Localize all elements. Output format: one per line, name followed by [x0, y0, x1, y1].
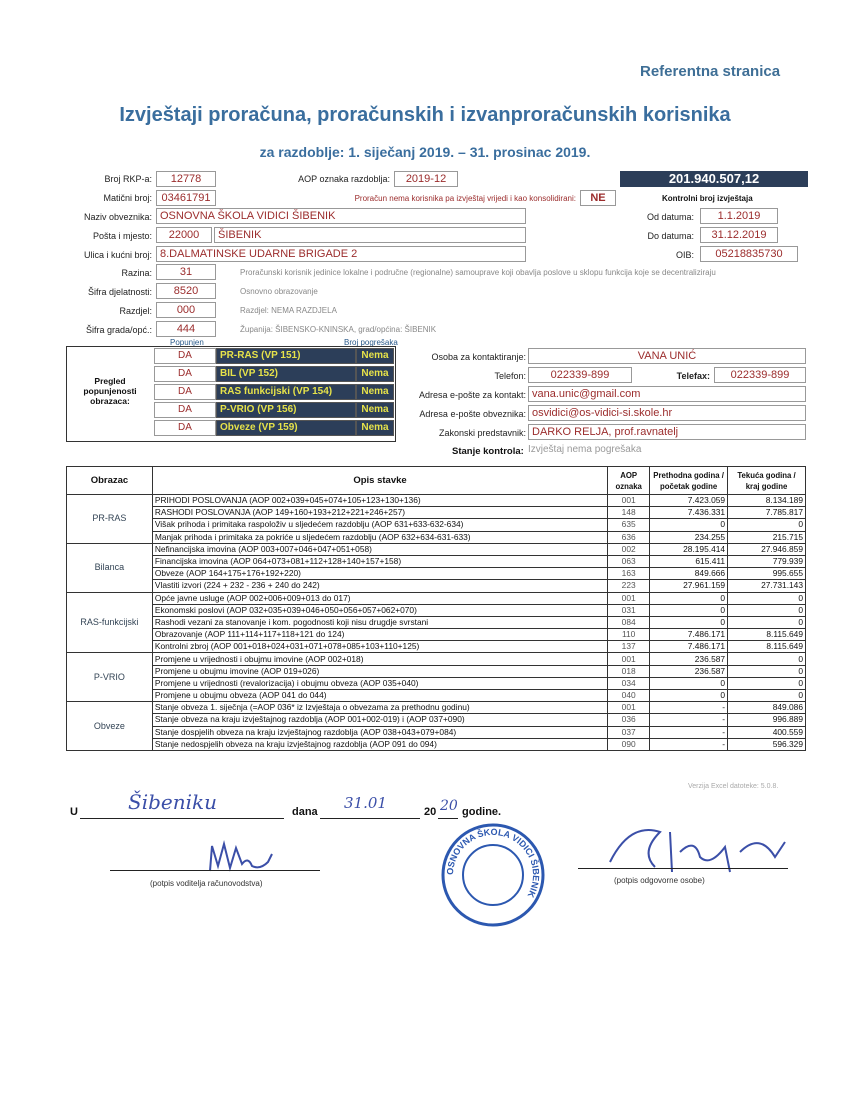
row-current: 995.655	[728, 568, 806, 580]
contact-email-label: Adresa e-pošte za kontakt:	[418, 390, 526, 400]
fax-label: Telefax:	[676, 371, 710, 381]
table-row	[67, 604, 806, 616]
table-row	[67, 507, 806, 519]
table-row	[67, 653, 806, 665]
row-current: 0	[728, 604, 806, 616]
row-previous: 0	[650, 690, 728, 702]
table-row	[67, 531, 806, 543]
row-description: Ekonomski poslovi (AOP 032+035+039+046+050+056+057+062+070)	[152, 604, 607, 616]
row-previous: 0	[650, 604, 728, 616]
report-period: za razdoblje: 1. siječanj 2019. – 31. prosinac 2019.	[259, 144, 591, 160]
phone-label: Telefon:	[494, 371, 526, 381]
org-email-field: osvidici@os-vidici-si.skole.hr	[528, 405, 806, 421]
from-date-label: Od datuma:	[646, 212, 694, 222]
table-row	[67, 702, 806, 714]
summary-table	[66, 466, 806, 751]
review-form-p-vrio: P-VRIO (VP 156)	[216, 402, 356, 418]
oib-field: 05218835730	[700, 246, 798, 262]
row-aop: 037	[608, 726, 650, 738]
row-previous: -	[650, 738, 728, 750]
row-aop: 110	[608, 629, 650, 641]
control-status-label: Stanje kontrola:	[452, 446, 524, 457]
row-current: 8.115.649	[728, 641, 806, 653]
row-previous: -	[650, 714, 728, 726]
control-total: 201.940.507,12	[620, 171, 808, 187]
row-aop: 635	[608, 519, 650, 531]
row-description: Stanje obveza na kraju izvještajnog razdoblja (AOP 001+002-019) i (AOP 037+090)	[152, 714, 607, 726]
signature-left	[190, 826, 290, 876]
row-description: Višak prihoda i primitaka raspoloživ u sljedećem razdoblju (AOP 631+633-632-634)	[152, 519, 607, 531]
table-row	[67, 555, 806, 567]
row-current: 0	[728, 519, 806, 531]
row-description: PRIHODI POSLOVANJA (AOP 002+039+045+074+105+123+130+136)	[152, 495, 607, 507]
row-aop: 137	[608, 641, 650, 653]
table-row	[67, 714, 806, 726]
row-description: Rashodi vezani za stanovanje i kom. pogodnosti koji nisu drugdje svrstani	[152, 616, 607, 628]
table-row	[67, 543, 806, 555]
page-title: Izvještaji proračuna, proračunskih i izvanproračunskih korisnika	[119, 104, 731, 126]
table-row	[67, 495, 806, 507]
street-label: Ulica i kućni broj:	[83, 250, 152, 260]
review-errors-bil: Nema	[356, 366, 394, 382]
aop-period-label: AOP oznaka razdoblja:	[298, 174, 390, 184]
svg-text:OSNOVNA ŠKOLA VIDICI ŠIBENIK: OSNOVNA ŠKOLA VIDICI ŠIBENIK	[444, 826, 542, 900]
table-row	[67, 592, 806, 604]
row-current: 996.889	[728, 714, 806, 726]
oib-label: OIB:	[675, 250, 694, 260]
review-form-ras-funkcijski: RAS funkcijski (VP 154)	[216, 384, 356, 400]
header-current-year: Tekuća godina / kraj godine	[728, 467, 806, 495]
rkp-label: Broj RKP-a:	[104, 174, 152, 184]
row-aop: 163	[608, 568, 650, 580]
razdjel-field: 000	[156, 302, 216, 318]
row-current: 779.939	[728, 555, 806, 567]
header-description: Opis stavke	[152, 467, 607, 495]
header-form: Obrazac	[67, 467, 153, 495]
row-aop: 148	[608, 507, 650, 519]
row-previous: -	[650, 726, 728, 738]
table-row	[67, 629, 806, 641]
signature-left-line	[110, 870, 320, 871]
place-line	[80, 818, 284, 819]
row-description: Financijska imovina (AOP 064+073+081+112+128+140+157+158)	[152, 555, 607, 567]
row-description: Stanje nedospjelih obveza na kraju izvještajnog razdoblja (AOP 091 do 094)	[152, 738, 607, 750]
row-aop: 001	[608, 495, 650, 507]
name-label: Naziv obveznika:	[83, 212, 152, 222]
city-code-description: Županija: ŠIBENSKO-KNINSKA, grad/općina: ŠIBENIK	[240, 325, 437, 334]
header-aop: AOP oznaka	[608, 467, 650, 495]
signature-right-caption: (potpis odgovorne osobe)	[614, 876, 705, 885]
activity-description: Osnovno obrazovanje	[240, 287, 318, 296]
table-row	[67, 641, 806, 653]
row-description: Manjak prihoda i primitaka za pokriće u sljedećem razdoblju (AOP 632+634-631-633)	[152, 531, 607, 543]
row-current: 0	[728, 677, 806, 689]
group-label: PR-RAS	[67, 495, 153, 544]
signature-right	[600, 812, 800, 882]
review-filled-p-vrio: DA	[154, 402, 216, 418]
control-status-value: Izvještaj nema pogrešaka	[528, 444, 642, 455]
mb-field: 03461791	[156, 190, 216, 206]
date-handwritten: 31.01	[344, 794, 387, 812]
representative-label: Zakonski predstavnik:	[438, 428, 526, 438]
review-filled-bil: DA	[154, 366, 216, 382]
razina-label: Razina:	[121, 268, 152, 278]
razdjel-label: Razdjel:	[119, 306, 152, 316]
place-handwritten: Šibeniku	[128, 790, 218, 814]
contact-email-field: vana.unic@gmail.com	[528, 386, 806, 402]
date-line	[320, 818, 420, 819]
row-previous: 0	[650, 677, 728, 689]
city-code-label: Šifra grada/opć.:	[85, 325, 152, 335]
row-aop: 223	[608, 580, 650, 592]
fax-field: 022339-899	[714, 367, 806, 383]
representative-field: DARKO RELJA, prof.ravnatelj	[528, 424, 806, 440]
row-description: Promjene u vrijednosti i obujmu imovine (AOP 002+018)	[152, 653, 607, 665]
row-aop: 636	[608, 531, 650, 543]
row-aop: 036	[608, 714, 650, 726]
row-aop: 002	[608, 543, 650, 555]
row-current: 7.785.817	[728, 507, 806, 519]
header-previous-year: Prethodna godina / početak godine	[650, 467, 728, 495]
signature-left-caption: (potpis voditelja računovodstva)	[150, 879, 263, 888]
row-current: 0	[728, 592, 806, 604]
table-row	[67, 519, 806, 531]
row-aop: 040	[608, 690, 650, 702]
version-note: Verzija Excel datoteke: 5.0.8.	[688, 783, 779, 790]
table-row	[67, 690, 806, 702]
row-current: 0	[728, 665, 806, 677]
contact-person-label: Osoba za kontaktiranje:	[431, 352, 526, 362]
review-form-obveze: Obveze (VP 159)	[216, 420, 356, 436]
review-label: Pregled popunjenosti obrazaca:	[83, 376, 137, 406]
row-current: 0	[728, 653, 806, 665]
row-description: Obveze (AOP 164+175+176+192+220)	[152, 568, 607, 580]
place-prefix: U	[70, 806, 78, 818]
signature-right-line	[578, 868, 788, 869]
post-field: 22000	[156, 227, 212, 243]
contact-person-field: VANA UNIĆ	[528, 348, 806, 364]
activity-code-field: 8520	[156, 283, 216, 299]
table-row	[67, 616, 806, 628]
table-row	[67, 738, 806, 750]
errors-header: Broj pogrešaka	[344, 338, 398, 347]
row-previous: 0	[650, 592, 728, 604]
row-previous: 28.195.414	[650, 543, 728, 555]
row-previous: 0	[650, 616, 728, 628]
group-label: Bilanca	[67, 543, 153, 592]
table-row	[67, 665, 806, 677]
group-label: RAS-funkcijski	[67, 592, 153, 653]
row-previous: 0	[650, 519, 728, 531]
school-stamp	[438, 820, 548, 930]
row-aop: 001	[608, 653, 650, 665]
review-errors-pr-ras: Nema	[356, 348, 394, 364]
aop-period-field: 2019-12	[394, 171, 458, 187]
row-previous: 7.486.171	[650, 629, 728, 641]
reference-page-label: Referentna stranica	[640, 63, 781, 80]
row-previous: 234.255	[650, 531, 728, 543]
street-field: 8.DALMATINSKE UDARNE BRIGADE 2	[156, 246, 526, 262]
row-aop: 063	[608, 555, 650, 567]
group-label: Obveze	[67, 702, 153, 751]
row-description: Obrazovanje (AOP 111+114+117+118+121 do 124)	[152, 629, 607, 641]
row-description: Stanje obveza 1. siječnja (=AOP 036* iz Izvještaja o obvezama za prethodnu godinu)	[152, 702, 607, 714]
review-filled-obveze: DA	[154, 420, 216, 436]
review-filled-ras-funkcijski: DA	[154, 384, 216, 400]
to-date-label: Do datuma:	[647, 231, 694, 241]
row-current: 8.134.189	[728, 495, 806, 507]
row-current: 27.731.143	[728, 580, 806, 592]
razina-field: 31	[156, 264, 216, 280]
review-filled-pr-ras: DA	[154, 348, 216, 364]
row-previous: 7.436.331	[650, 507, 728, 519]
table-row	[67, 677, 806, 689]
year-handwritten: 20	[440, 798, 458, 814]
row-current: 27.946.859	[728, 543, 806, 555]
row-description: Promjene u vrijednosti (revalorizacija) i obujmu obveza (AOP 035+040)	[152, 677, 607, 689]
row-aop: 001	[608, 702, 650, 714]
row-description: Vlastiti izvori (224 + 232 - 236 + 240 do 242)	[152, 580, 607, 592]
year-line	[438, 818, 458, 819]
row-description: Nefinancijska imovina (AOP 003+007+046+047+051+058)	[152, 543, 607, 555]
row-current: 8.115.649	[728, 629, 806, 641]
rkp-field: 12778	[156, 171, 216, 187]
row-description: Stanje dospjelih obveza na kraju izvještajnog razdoblja (AOP 038+043+079+084)	[152, 726, 607, 738]
row-current: 849.086	[728, 702, 806, 714]
name-field: OSNOVNA ŠKOLA VIDICI ŠIBENIK	[156, 208, 526, 224]
row-aop: 031	[608, 604, 650, 616]
row-current: 596.329	[728, 738, 806, 750]
org-email-label: Adresa e-pošte obveznika:	[419, 409, 526, 419]
consolidated-field: NE	[580, 190, 616, 206]
row-aop: 090	[608, 738, 650, 750]
phone-field: 022339-899	[528, 367, 632, 383]
row-description: RASHODI POSLOVANJA (AOP 149+160+193+212+221+246+257)	[152, 507, 607, 519]
row-current: 400.559	[728, 726, 806, 738]
from-date-field: 1.1.2019	[700, 208, 778, 224]
city-field: ŠIBENIK	[214, 227, 526, 243]
date-label: dana	[292, 806, 318, 818]
year-suffix: godine.	[462, 806, 502, 818]
row-description: Opće javne usluge (AOP 002+006+009+013 do 017)	[152, 592, 607, 604]
consolidated-label: Proračun nema korisnika pa izvještaj vrijedi i kao konsolidirani:	[354, 194, 576, 203]
review-errors-obveze: Nema	[356, 420, 394, 436]
row-current: 0	[728, 616, 806, 628]
row-current: 215.715	[728, 531, 806, 543]
row-description: Kontrolni zbroj (AOP 001+018+024+031+071+078+085+103+110+125)	[152, 641, 607, 653]
row-previous: 7.486.171	[650, 641, 728, 653]
table-row	[67, 726, 806, 738]
city-code-field: 444	[156, 321, 216, 337]
row-previous: 7.423.059	[650, 495, 728, 507]
filled-header: Popunjen	[170, 338, 204, 347]
row-previous: 27.961.159	[650, 580, 728, 592]
post-label: Pošta i mjesto:	[92, 231, 152, 241]
row-previous: -	[650, 702, 728, 714]
row-aop: 034	[608, 677, 650, 689]
control-number-label: Kontrolni broj izvještaja	[662, 194, 753, 203]
year-prefix: 20	[424, 806, 437, 818]
review-form-pr-ras: PR-RAS (VP 151)	[216, 348, 356, 364]
row-description: Promjene u obujmu imovine (AOP 019+026)	[152, 665, 607, 677]
review-errors-ras-funkcijski: Nema	[356, 384, 394, 400]
review-form-bil: BIL (VP 152)	[216, 366, 356, 382]
row-previous: 236.587	[650, 665, 728, 677]
activity-code-label: Šifra djelatnosti:	[87, 287, 152, 297]
table-row	[67, 568, 806, 580]
mb-label: Matični broj:	[103, 193, 152, 203]
razina-description: Proračunski korisnik jedinice lokalne i područne (regionalne) samouprave koji obavlja poslove u sklopu funkcija koje se decentraliziraju	[240, 268, 716, 277]
row-aop: 001	[608, 592, 650, 604]
row-current: 0	[728, 690, 806, 702]
row-previous: 236.587	[650, 653, 728, 665]
row-description: Promjene u obujmu obveza (AOP 041 do 044)	[152, 690, 607, 702]
table-row	[67, 580, 806, 592]
to-date-field: 31.12.2019	[700, 227, 778, 243]
row-aop: 084	[608, 616, 650, 628]
razdjel-description: Razdjel: NEMA RAZDJELA	[240, 306, 337, 315]
row-previous: 849.666	[650, 568, 728, 580]
review-errors-p-vrio: Nema	[356, 402, 394, 418]
row-aop: 018	[608, 665, 650, 677]
row-previous: 615.411	[650, 555, 728, 567]
group-label: P-VRIO	[67, 653, 153, 702]
